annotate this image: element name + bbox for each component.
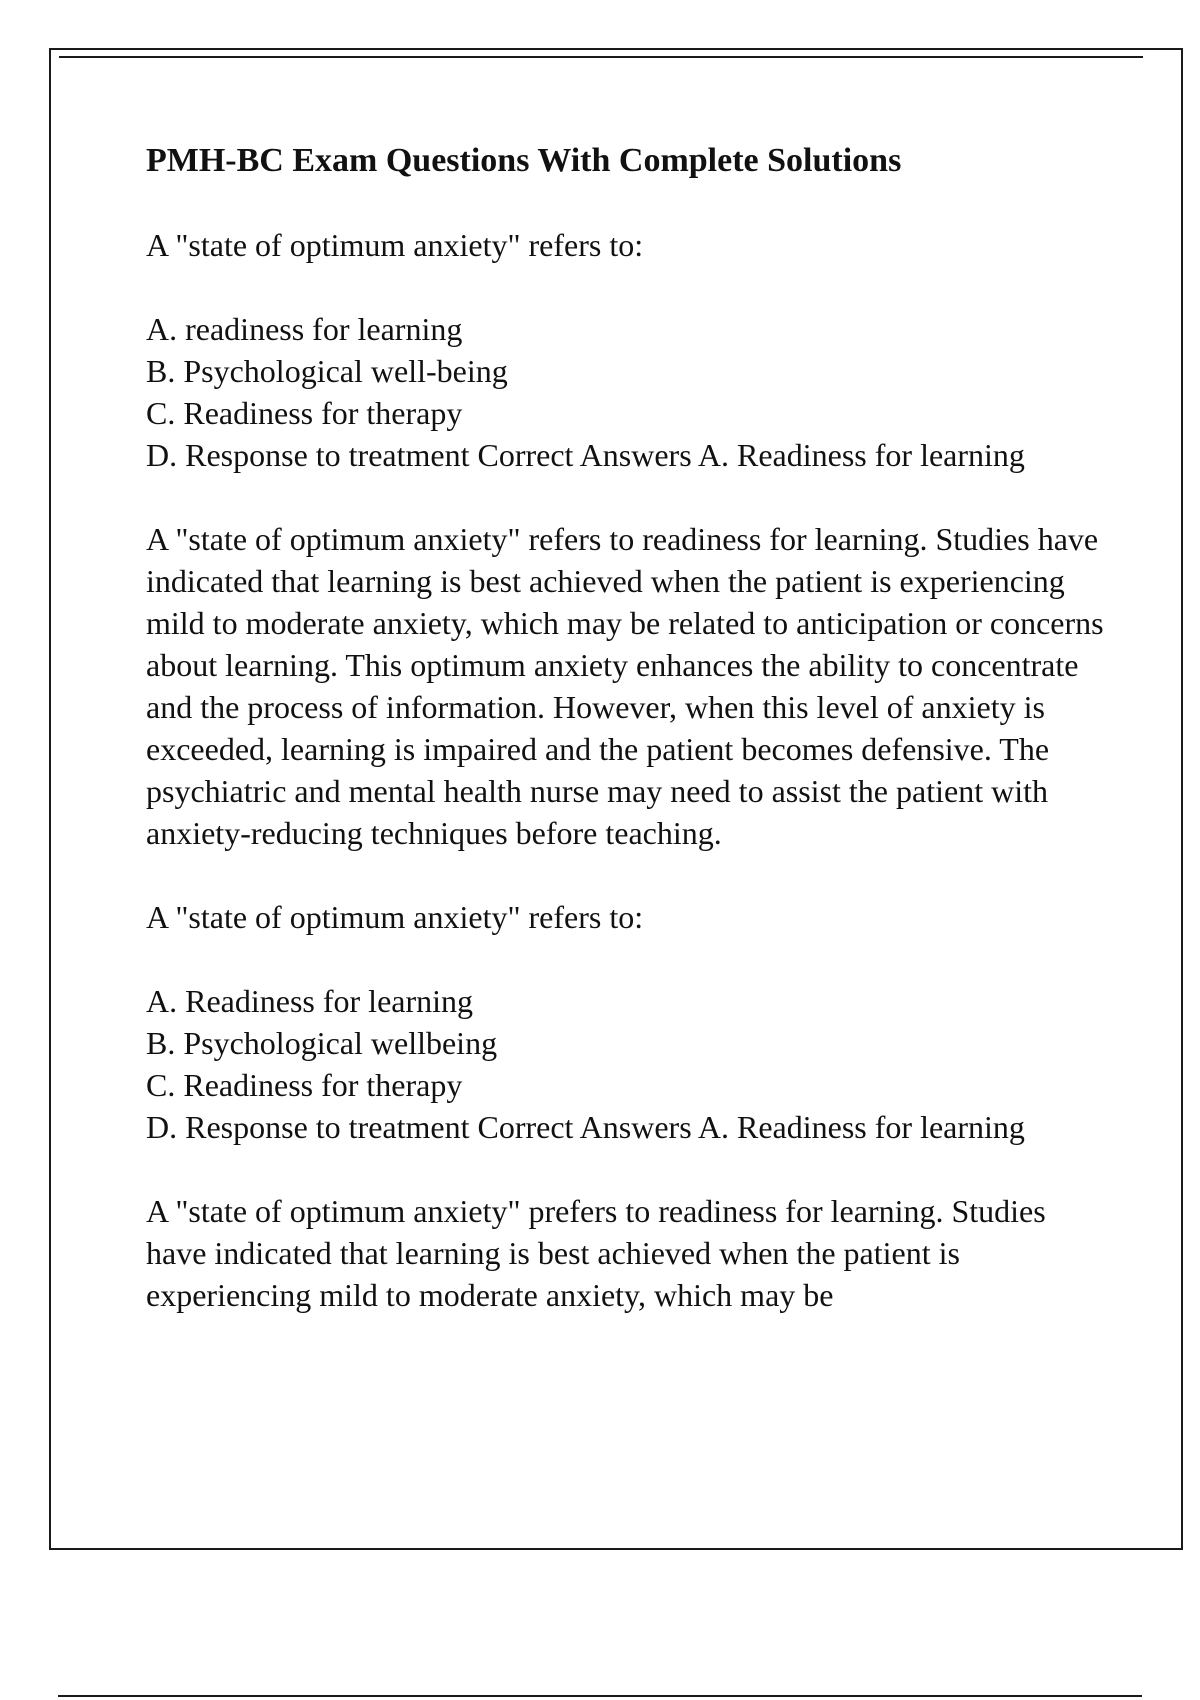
document-title: PMH-BC Exam Questions With Complete Solutions [146, 142, 902, 179]
answer-options [146, 980, 1106, 1148]
answer-options [146, 308, 1106, 476]
explanation-text: A "state of optimum anxiety" refers to readiness for learning. Studies have indicated that learning is best achieved when the patient is experiencing mild to moderate anxiety, which may be related to anticipation or concerns about learning. This optimum anxiety enhances the ability to concentrate and the process of information. However, when this level of anxiety is exceeded, learning is impaired and the patient becomes defensive. The psychiatric and mental health nurse may need to assist the patient with anxiety-reducing techniques before teaching. [146, 521, 1104, 851]
option-a: A. readiness for learning [146, 311, 463, 347]
bottom-rule [58, 1695, 1142, 1697]
option-d-with-answer: D. Response to treatment Correct Answers A. Readiness for learning [146, 437, 1025, 473]
option-b: B. Psychological wellbeing [146, 1025, 498, 1061]
document-content [146, 140, 1106, 1358]
option-d-with-answer: D. Response to treatment Correct Answers A. Readiness for learning [146, 1109, 1025, 1145]
question-text: A "state of optimum anxiety" refers to: [146, 899, 644, 935]
explanation-text: A "state of optimum anxiety" prefers to readiness for learning. Studies have indicated that learning is best achieved when the patient is experiencing mild to moderate anxiety, which may be [146, 1193, 1046, 1313]
option-a: A. Readiness for learning [146, 983, 474, 1019]
option-b: B. Psychological well-being [146, 353, 508, 389]
option-c: C. Readiness for therapy [146, 1067, 463, 1103]
option-c: C. Readiness for therapy [146, 395, 463, 431]
question-text: A "state of optimum anxiety" refers to: [146, 227, 644, 263]
top-rule [59, 56, 1143, 58]
